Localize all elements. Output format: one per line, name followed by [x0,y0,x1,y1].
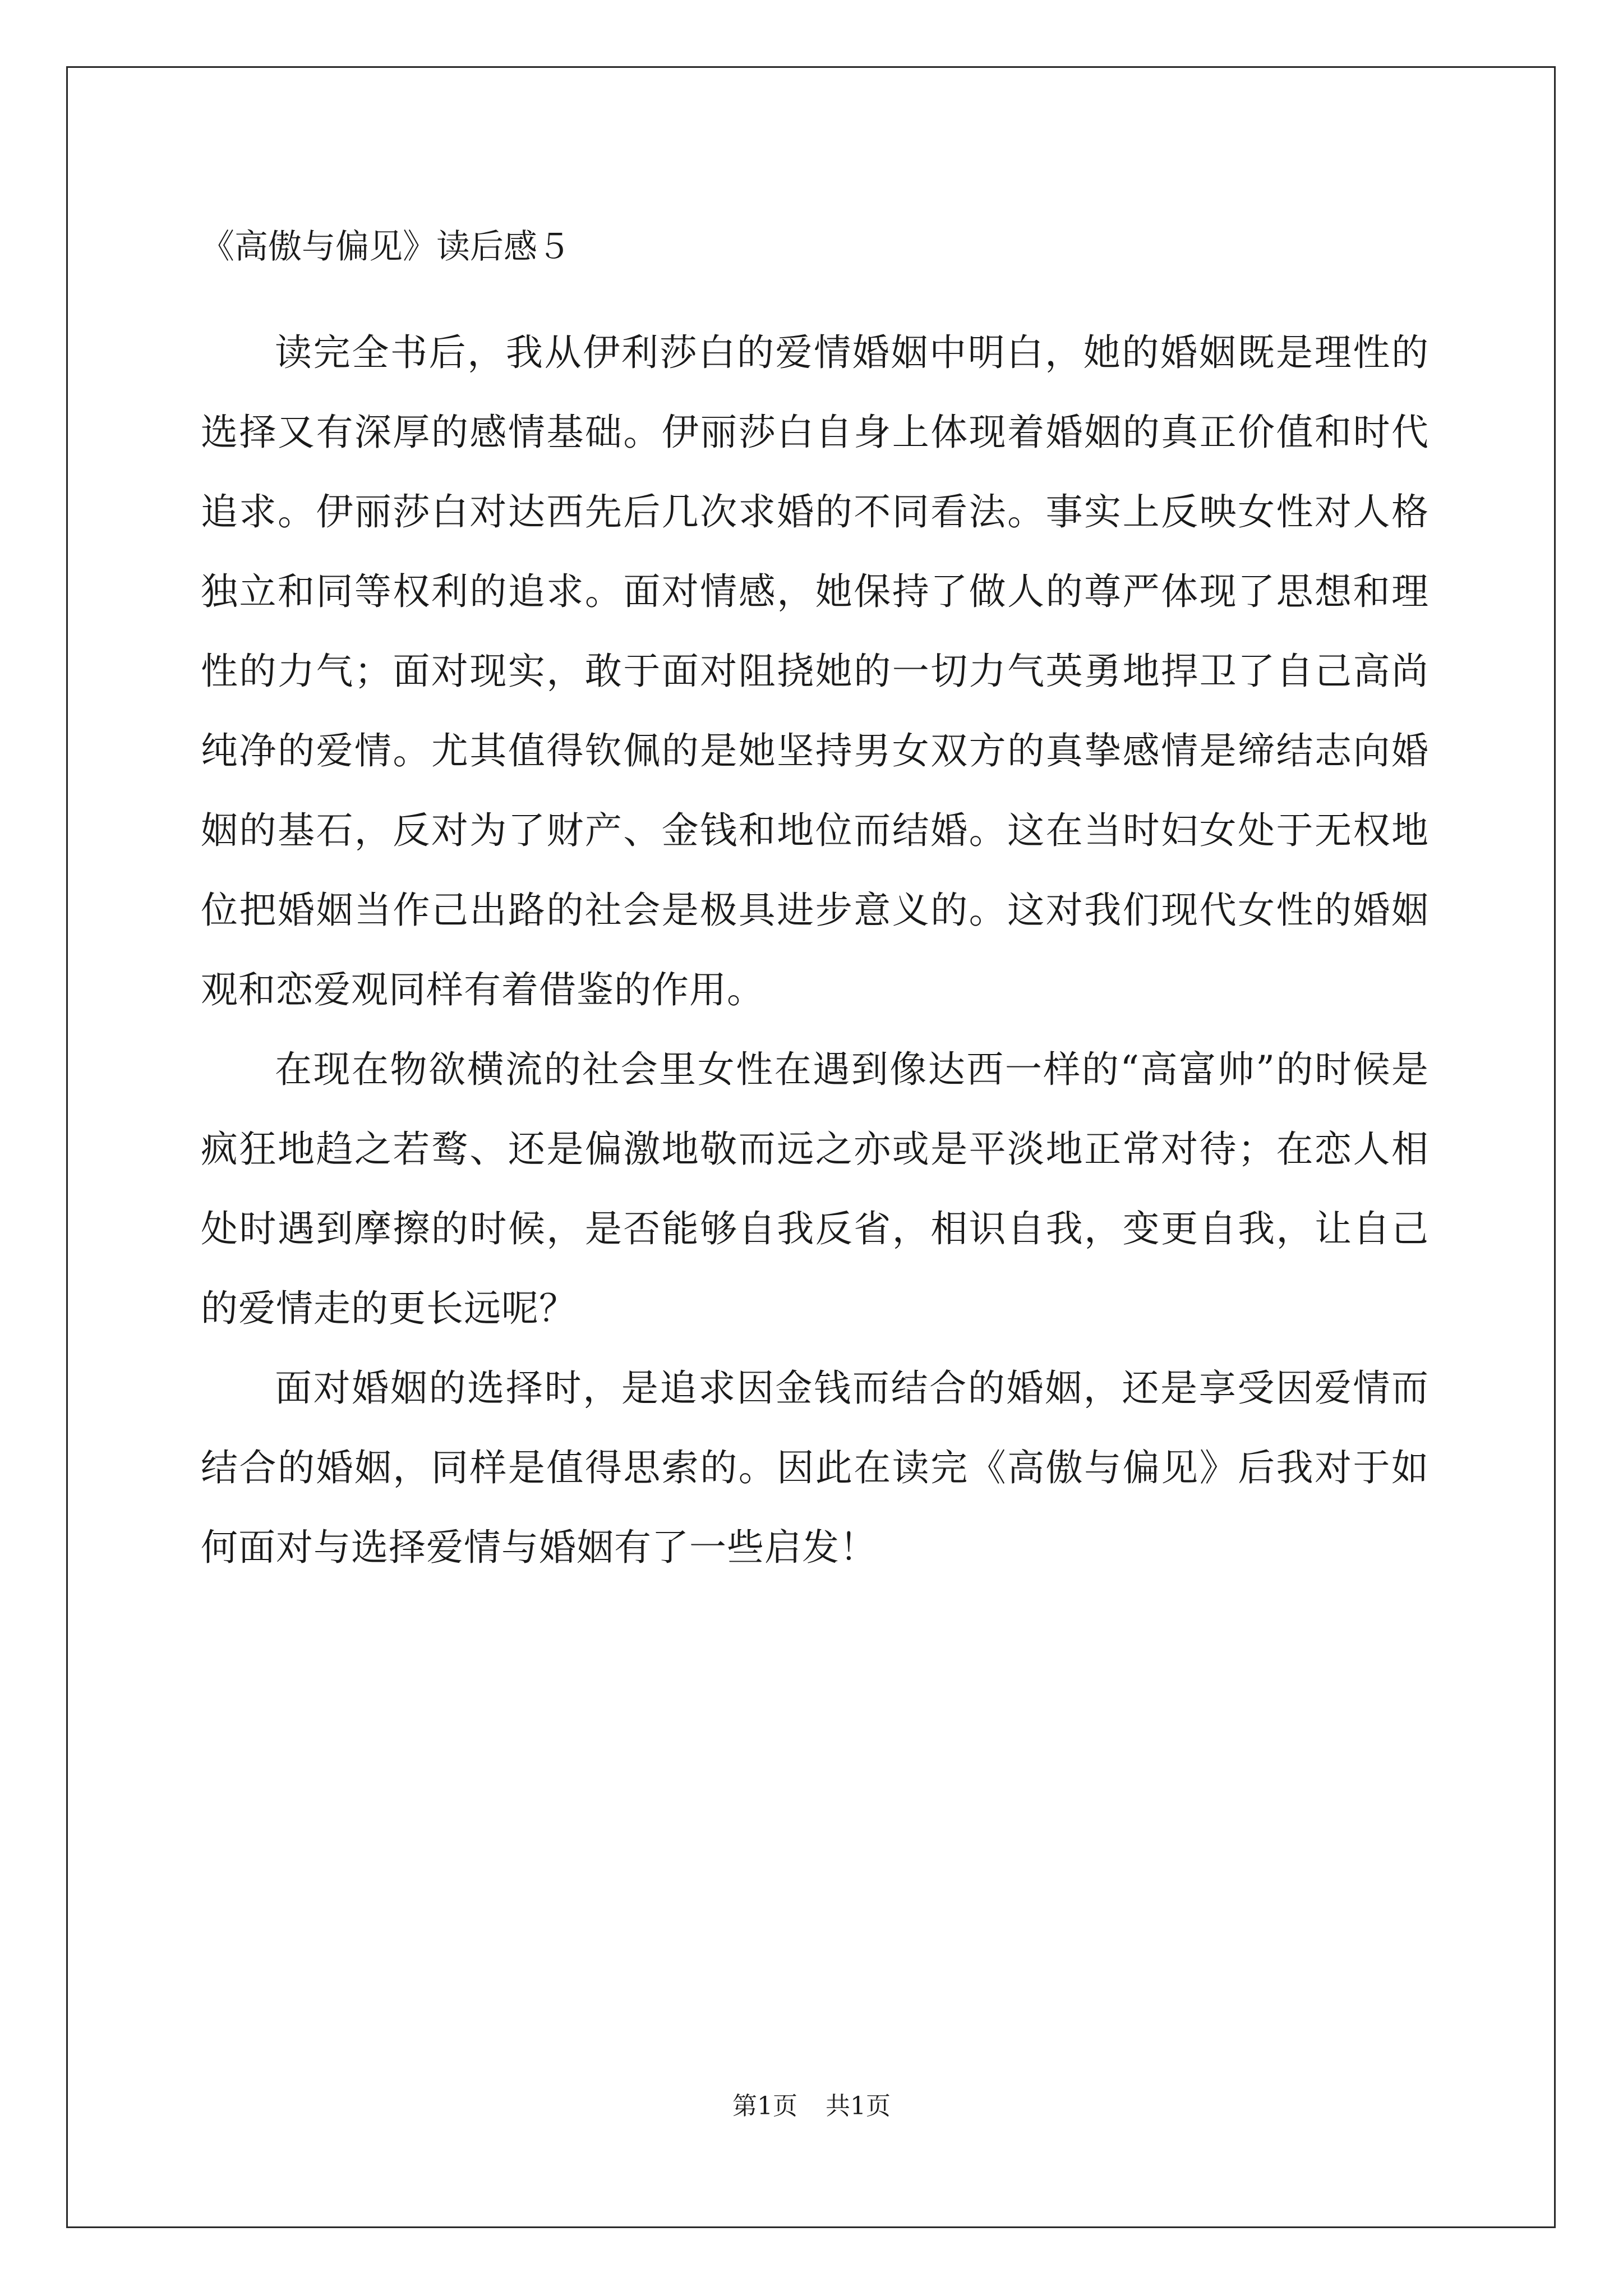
document-title: 《高傲与偏见》读后感５ [201,227,571,266]
page-total: 共1页 [826,2092,891,2120]
paragraph-1: 读完全书后，我从伊利莎白的爱情婚姻中明白，她的婚姻既是理性的选择又有深厚的感情基础。伊丽莎白自身上体现着婚姻的真正价值和时代追求。伊丽莎白对达西先后几次求婚的不同看法。事实上反映女性对人格独立和同等权利的追求。面对情感，她保持了做人的尊严体现了思想和理性的力气；面对现实，敢于面对阻挠她的一切力气英勇地捍卫了自己高尚纯净的爱情。尤其值得钦佩的是她坚持男女双方的真挚感情是缔结志向婚姻的基石，反对为了财产、金钱和地位而结婚。这在当时妇女处于无权地位把婚姻当作己出路的社会是极具进步意义的。这对我们现代女性的婚姻观和恋爱观同样有着借鉴的作用。 [201,331,1429,1011]
page-footer [0,2090,1623,2123]
paragraph-3: 面对婚姻的选择时，是追求因金钱而结合的婚姻，还是享受因爱情而结合的婚姻，同样是值得思索的。因此在读完《高傲与偏见》后我对于如何面对与选择爱情与婚姻有了一些启发！ [201,1366,1429,1569]
page-number: 第1页 [732,2092,797,2120]
document-body [201,313,1429,1588]
paragraph-2: 在现在物欲横流的社会里女性在遇到像达西一样的“高富帅”的时候是疯狂地趋之若鹜、还是偏激地敬而远之亦或是平淡地正常对待；在恋人相处时遇到摩擦的时候，是否能够自我反省，相识自我，变更自我，让自己的爱情走的更长远呢？ [201,1048,1429,1330]
